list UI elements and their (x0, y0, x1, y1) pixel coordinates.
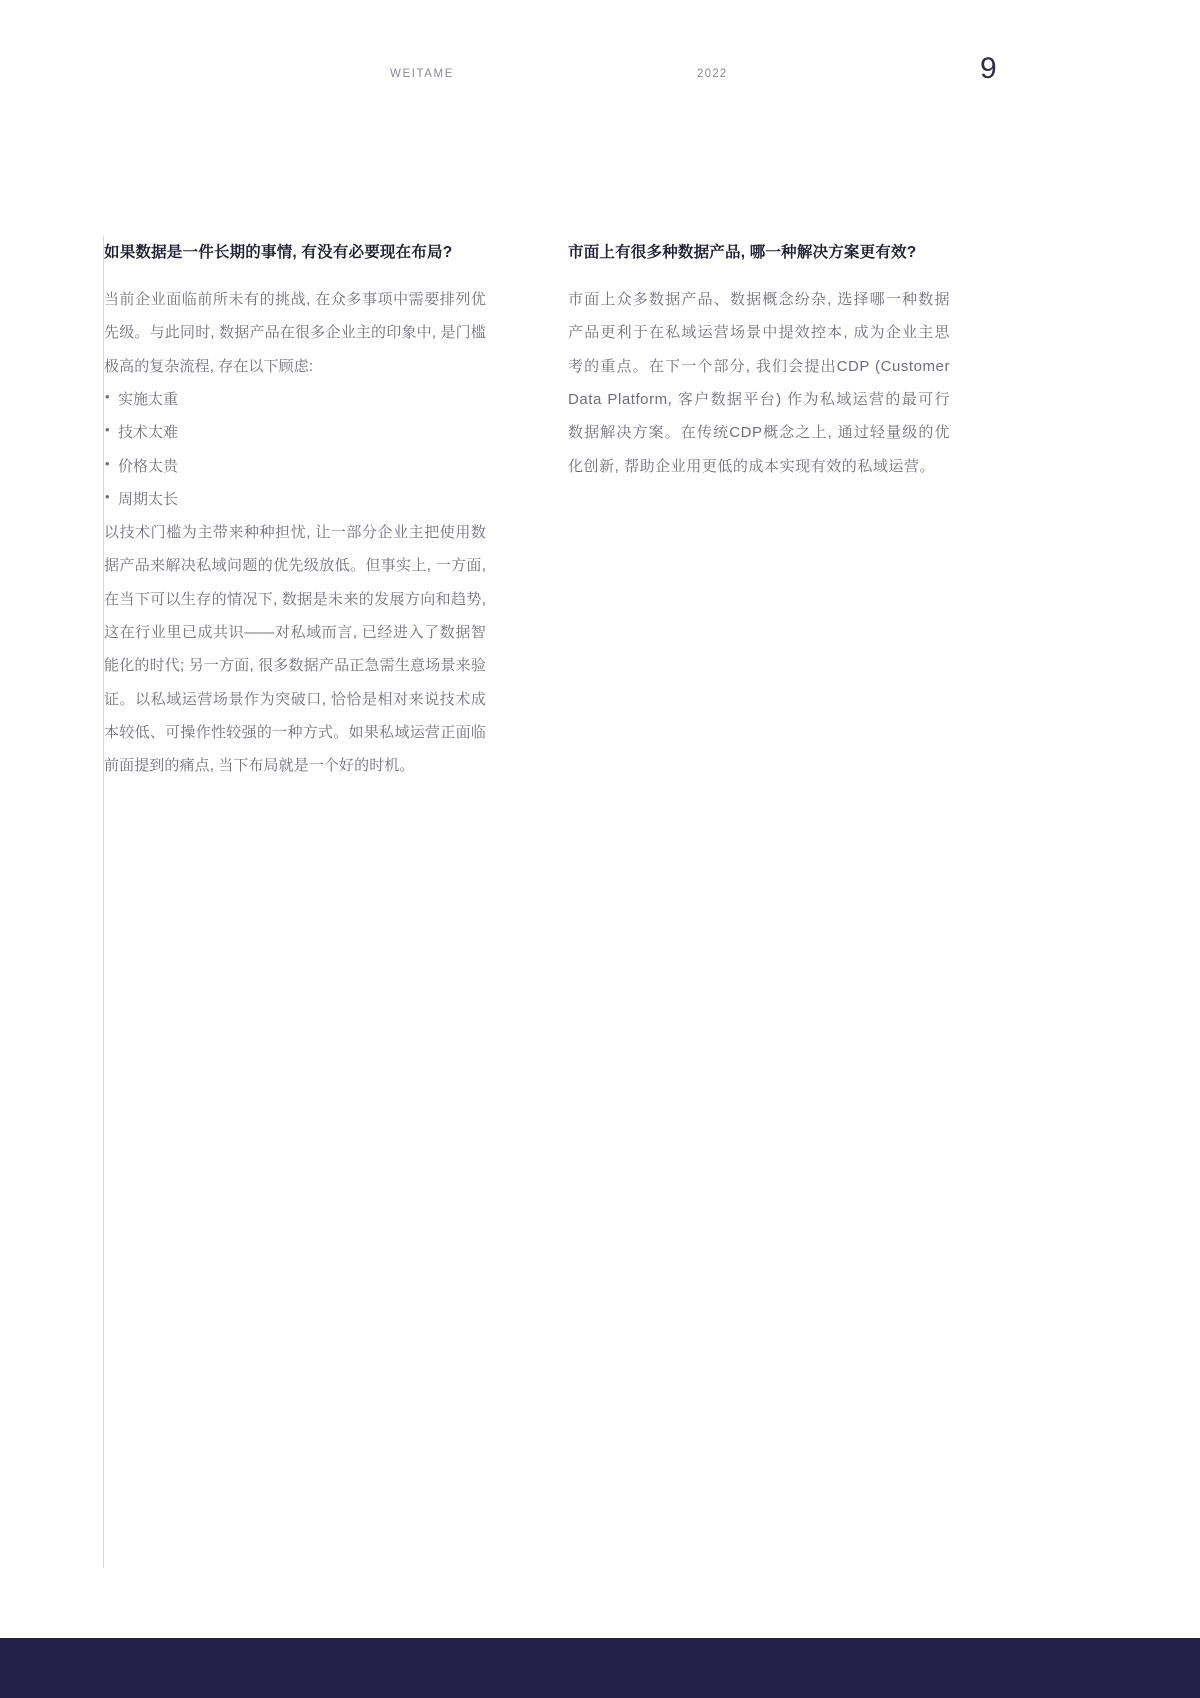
right-column-body-paragraph: 市面上众多数据产品、数据概念纷杂, 选择哪一种数据产品更利于在私域运营场景中提效控本, 成为企业主思考的重点。在下一个部分, 我们会提出CDP (Customer Data Platform, 客户数据平台) 作为私域运营的最可行数据解决方案。在传统CDP概念之上, 通过轻量级的优化创新, 帮助企业用更低的成本实现有效的私域运营。 (568, 291, 950, 475)
list-item: • 实施太重 (104, 383, 486, 416)
left-column (104, 240, 486, 783)
footer-bar (0, 1638, 1200, 1698)
list-item: • 价格太贵 (104, 450, 486, 483)
list-item: • 周期太长 (104, 483, 486, 516)
left-column-body-paragraph: 以技术门槛为主带来种种担忧, 让一部分企业主把使用数据产品来解决私域问题的优先级放低。但事实上, 一方面, 在当下可以生存的情况下, 数据是未来的发展方向和趋势, 这在行业里已成共识——对私域而言, 已经进入了数据智能化的时代; 另一方面, 很多数据产品正急需生意场景来验证。以私域运营场景作为突破口, 恰恰是相对来说技术成本较低、可操作性较强的一种方式。如果私域运营正面临前面提到的痛点, 当下布局就是一个好的时机。 (104, 524, 486, 775)
right-column (568, 240, 950, 483)
left-column-intro-paragraph: 当前企业面临前所未有的挑战, 在众多事项中需要排列优先级。与此同时, 数据产品在很多企业主的印象中, 是门槛极高的复杂流程, 存在以下顾虑: (104, 291, 486, 375)
header-year: 2022 (697, 68, 728, 80)
page-header (0, 52, 1200, 100)
left-column-bullet-list (104, 383, 486, 516)
left-column-heading: 如果数据是一件长期的事情, 有没有必要现在布局? (104, 244, 453, 261)
list-item: • 技术太难 (104, 416, 486, 449)
header-brand: WEITAME (390, 68, 455, 80)
right-column-heading: 市面上有很多种数据产品, 哪一种解决方案更有效? (568, 244, 917, 261)
page-number: 9 (980, 52, 997, 85)
